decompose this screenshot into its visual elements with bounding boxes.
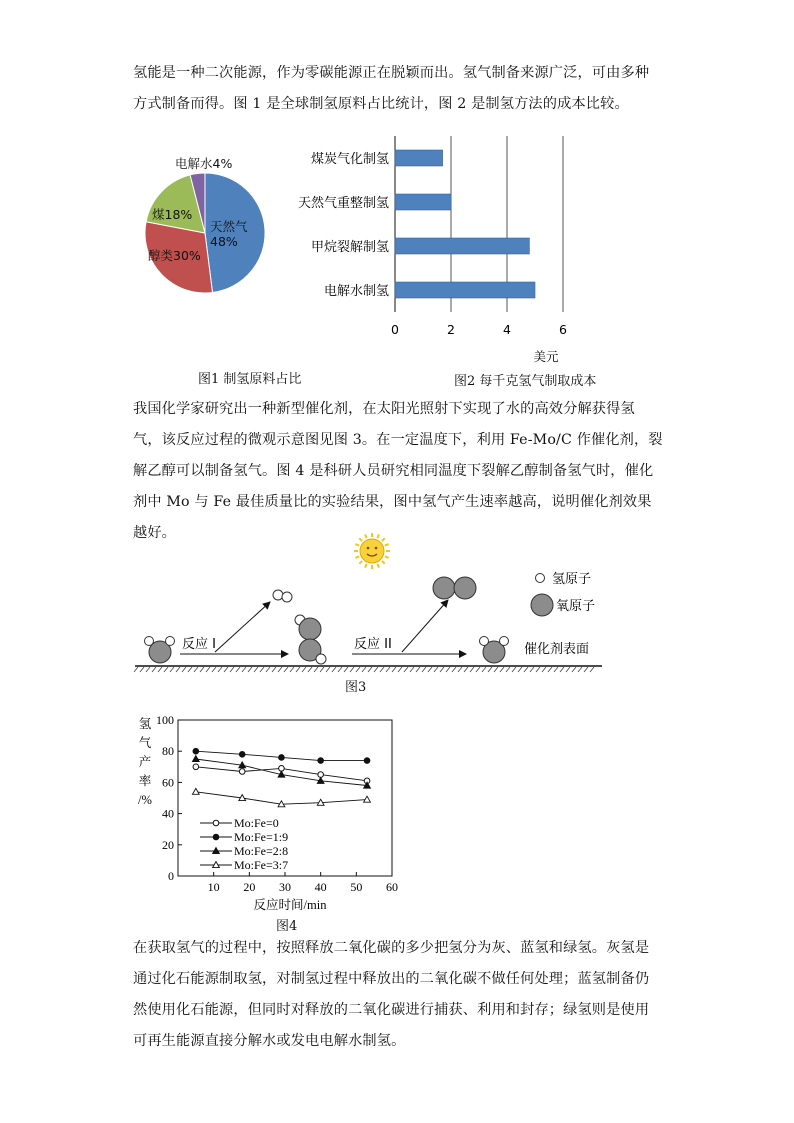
legend-label: Mo:Fe=1:9 xyxy=(234,830,289,844)
x-axis-label: 美元 xyxy=(533,349,559,364)
sun-icon xyxy=(354,533,390,569)
bar-0 xyxy=(395,150,443,166)
x-tick-label: 0 xyxy=(391,322,399,337)
legend-label: Mo:Fe=3:7 xyxy=(234,858,289,872)
data-point xyxy=(364,796,371,802)
pie-label-natural-gas-pct: 48% xyxy=(210,234,238,249)
oxygen-atom-legend-icon xyxy=(531,594,553,616)
data-point xyxy=(213,820,219,826)
data-point xyxy=(192,756,199,762)
category-label: 电解水制氢 xyxy=(323,284,389,299)
series-1 xyxy=(193,748,370,763)
bar-3 xyxy=(395,282,535,298)
hydrogen-types-paragraph: 在获取氢气的过程中，按照释放二氧化碳的多少把氢分为灰、蓝氢和绿氢。灰氢是通过化石能源制取氢，对制氢过程中释放出的二氧化碳不做任何处理；蓝氢制备仍然使用化石能源，但同时对释放的二氧化碳进行捕获、利用和封存；绿氢则是使用可再生能源直接分解水或发电电解水制氢。 xyxy=(133,940,650,1049)
data-point xyxy=(193,764,199,770)
hydrogen-atom-legend-icon xyxy=(536,574,545,583)
series-3 xyxy=(192,788,370,806)
data-point xyxy=(364,758,370,764)
catalyst-surface-label: 催化剂表面 xyxy=(524,642,590,657)
h2-release-arrow xyxy=(215,602,270,652)
reaction-diagram xyxy=(130,530,610,680)
category-label: 煤炭气化制氢 xyxy=(310,152,389,167)
water-molecule-icon xyxy=(480,637,509,664)
y-tick-label: 40 xyxy=(162,806,174,821)
data-point xyxy=(213,834,219,840)
category-label: 甲烷裂解制氢 xyxy=(310,240,389,255)
hydrogen-molecule-icon xyxy=(273,590,292,602)
y-axis-label: 气 xyxy=(138,736,152,750)
x-tick-label: 30 xyxy=(279,880,291,894)
y-tick-label: 0 xyxy=(168,869,174,883)
category-label: 天然气重整制氢 xyxy=(297,196,389,211)
x-tick-label: 20 xyxy=(243,880,256,894)
legend-oxygen-atom: 氧原子 xyxy=(556,599,596,614)
hydrogen-peroxide-icon xyxy=(295,615,326,664)
fig3-caption: 图3 xyxy=(345,680,367,695)
pie-label-alcohol: 醇类30% xyxy=(148,248,201,263)
reaction-1-label: 反应 I xyxy=(182,637,216,652)
data-point xyxy=(193,748,199,754)
legend-label: Mo:Fe=0 xyxy=(234,816,279,830)
x-tick-label: 10 xyxy=(207,880,220,894)
bar-chart xyxy=(285,130,585,370)
y-axis-label: 产 xyxy=(138,755,152,769)
o2-release-arrow xyxy=(402,600,448,652)
pie-chart xyxy=(130,148,280,308)
y-axis-label: /% xyxy=(138,793,152,807)
x-tick-label: 2 xyxy=(447,322,455,337)
fig2-caption: 图2 每千克氢气制取成本 xyxy=(454,374,597,389)
x-tick-label: 6 xyxy=(559,322,567,337)
legend-label: Mo:Fe=2:8 xyxy=(234,844,289,858)
y-axis-label: 率 xyxy=(138,774,152,788)
x-tick-label: 50 xyxy=(350,880,363,894)
reaction-2-label: 反应 II xyxy=(354,637,392,652)
x-axis-label: 反应时间/min xyxy=(253,898,327,912)
fig4-caption: 图4 xyxy=(276,919,298,934)
bar-1 xyxy=(395,194,451,210)
data-point xyxy=(239,769,245,775)
y-tick-label: 60 xyxy=(162,775,174,790)
x-tick-label: 40 xyxy=(314,880,327,894)
legend-hydrogen-atom: 氢原子 xyxy=(552,572,592,587)
water-molecule-icon xyxy=(145,637,175,664)
line-chart xyxy=(130,708,410,914)
x-tick-label: 4 xyxy=(503,322,511,337)
fig1-caption: 图1 制氢原料占比 xyxy=(198,372,302,387)
bar-2 xyxy=(395,238,529,254)
y-tick-label: 20 xyxy=(162,837,174,852)
data-point xyxy=(279,755,285,761)
data-point xyxy=(192,788,199,794)
intro-paragraph: 氢能是一种二次能源，作为零碳能源正在脱颖而出。氢气制备来源广泛，可由多种方式制备而得。图 1 是全球制氢原料占比统计，图 2 是制氢方法的成本比较。 xyxy=(133,65,650,112)
data-point xyxy=(318,758,324,764)
y-tick-label: 80 xyxy=(162,744,174,759)
pie-label-electrolysis: 电解水4% xyxy=(175,156,233,171)
y-axis-label: 氢 xyxy=(138,717,152,731)
pie-label-natural-gas: 天然气 xyxy=(210,219,248,234)
data-point xyxy=(239,752,245,758)
catalyst-paragraph: 我国化学家研究出一种新型催化剂，在太阳光照射下实现了水的高效分解获得氢气，该反应过程的微观示意图见图 3。在一定温度下，利用 Fe-Mo/C 作催化剂，裂解乙醇可以制备氢气。图 4 是科研人员研究相同温度下裂解乙醇制备氢气时，催化剂中 Mo 与 Fe 最佳质量比的实验结果，图中氢气产生速率越高，说明催化剂效果越好。 xyxy=(133,401,663,541)
y-tick-label: 100 xyxy=(156,713,174,727)
pie-label-coal: 煤18% xyxy=(152,207,193,222)
x-tick-label: 60 xyxy=(386,880,398,894)
oxygen-molecule-icon xyxy=(433,577,476,599)
